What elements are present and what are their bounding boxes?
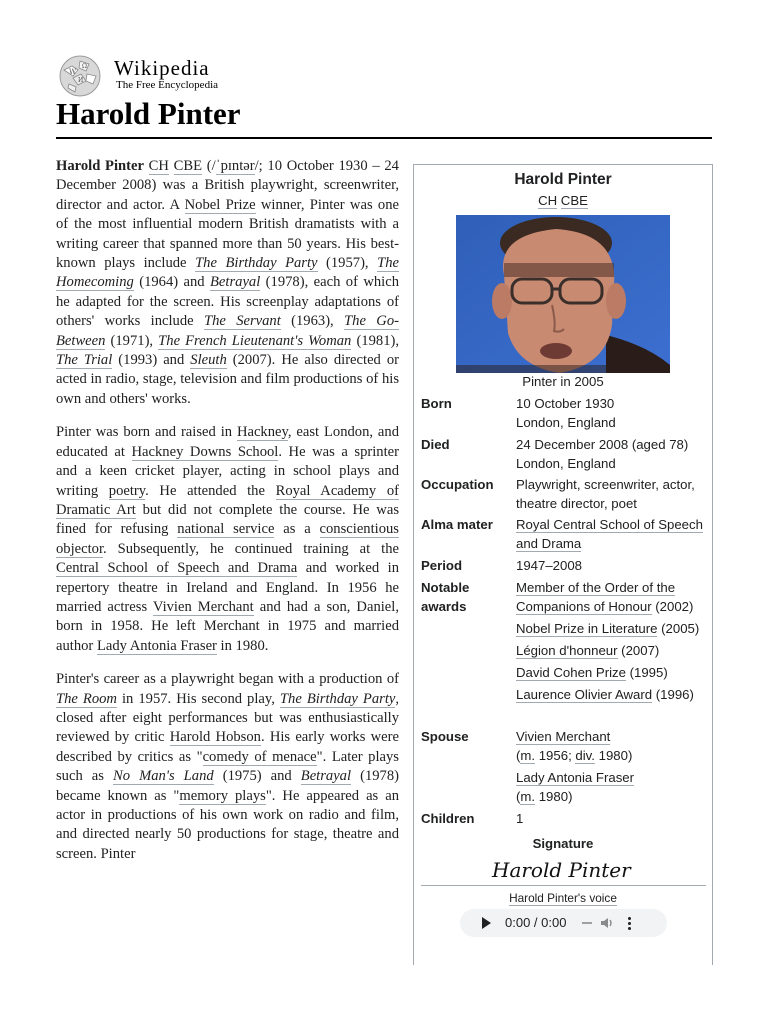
text-run: 1980) [594, 747, 633, 763]
infobox-value [516, 728, 708, 806]
inline-link[interactable]: div. [575, 747, 595, 763]
honorific-link-ch[interactable]: CH [538, 193, 558, 208]
infobox-label: Died [421, 437, 450, 452]
text-run: 1 [516, 811, 524, 826]
infobox-value [516, 810, 708, 829]
inline-link[interactable]: CBE [173, 158, 203, 174]
inline-link[interactable]: Nobel Prize in Literature [516, 620, 658, 636]
more-options-icon[interactable] [628, 917, 632, 930]
inline-link[interactable]: poetry [108, 482, 146, 499]
inline-link[interactable]: The French Lieutenant's Woman [158, 332, 352, 349]
text-run: , closed after eight performances but was enthusiastically reviewed by critic [56, 690, 400, 746]
text-run: (1971), [105, 332, 159, 349]
inline-link[interactable]: Vivien Merchant [516, 729, 611, 744]
infobox-value-line [516, 728, 708, 747]
infobox-label: Children [421, 811, 475, 826]
text-run: ( [516, 788, 521, 804]
signature-image[interactable] [484, 853, 644, 887]
inline-link[interactable]: The Birthday Party [279, 690, 396, 707]
inline-link[interactable]: The Servant [203, 313, 281, 330]
inline-link[interactable]: Hackney Downs School [131, 443, 279, 460]
text-run: (2005) [657, 620, 700, 636]
volume-icon[interactable] [600, 916, 614, 930]
inline-link[interactable]: ˈpɪntər [215, 158, 255, 174]
text-run: (1995) [625, 664, 668, 680]
inline-link[interactable]: Laurence Olivier Award [516, 686, 653, 702]
paragraph [56, 670, 399, 864]
infobox-honorifics [414, 192, 712, 211]
signature-script: Harold Pinter [492, 858, 631, 882]
voice-link[interactable]: Harold Pinter's voice [509, 891, 617, 905]
paragraph [56, 157, 399, 409]
inline-link[interactable]: Lady Antonia Fraser [96, 637, 217, 654]
inline-link[interactable]: conscientious objector [56, 521, 399, 557]
portrait-photo[interactable] [456, 215, 670, 373]
svg-text:Ω: Ω [82, 63, 87, 70]
infobox-divider [421, 885, 706, 886]
inline-link[interactable]: comedy of menace [202, 748, 317, 765]
inline-link[interactable]: Royal Academy of Dramatic Art [56, 482, 399, 518]
play-icon[interactable] [482, 917, 491, 929]
text-run: London, England [516, 414, 616, 430]
infobox-label: Alma mater [421, 517, 493, 532]
inline-link[interactable]: m. [520, 788, 536, 804]
audio-player [460, 909, 667, 937]
article-body [56, 157, 399, 878]
title-divider [56, 137, 712, 139]
infobox-value-line [516, 664, 708, 683]
inline-link[interactable]: The Homecoming [56, 255, 399, 291]
inline-link[interactable]: Lady Antonia Fraser [516, 770, 635, 785]
infobox-value [516, 557, 708, 576]
text-run: (1993) and [112, 352, 191, 369]
honorific-link-cbe[interactable]: CBE [560, 193, 588, 208]
text-run: 10 October 1930 [516, 396, 615, 411]
text-run: (1978) became known as " [56, 768, 399, 804]
inline-link[interactable]: Sleuth [190, 352, 227, 369]
infobox-label: Born [421, 396, 452, 411]
infobox [413, 164, 713, 965]
text-run: but did not complete the course. He was fined for refusing [56, 501, 399, 538]
infobox-value [516, 476, 708, 513]
inline-link[interactable]: The Room [56, 690, 117, 707]
text-run: and worked in repertory theatre in Ireland and England. In 1956 he married actress [56, 560, 399, 615]
infobox-value-line [516, 476, 708, 513]
inline-link[interactable]: The Birthday Party [195, 255, 318, 272]
text-run: (/ [202, 158, 216, 174]
infobox-value-line [516, 414, 708, 433]
text-run [144, 158, 149, 174]
text-run: winner, Pinter was one of the most influential modern British dramatists with a writing career that spanned more than 50 years. His best-known plays include [56, 196, 400, 272]
infobox-value-line [516, 455, 708, 474]
inline-link[interactable]: national service [177, 521, 275, 538]
text-run: as a [274, 521, 320, 538]
text-run: . He was a sprinter and a keen cricket player, acting in school plays and writing [56, 443, 399, 499]
infobox-value-line [516, 516, 708, 553]
inline-link[interactable]: Nobel Prize [184, 196, 256, 213]
wikipedia-wordmark[interactable]: Wikipedia [114, 56, 210, 80]
text-run [169, 158, 174, 174]
infobox-value-line [516, 810, 708, 829]
wikipedia-globe-logo[interactable] [55, 54, 105, 98]
inline-link[interactable]: Central School of Speech and Drama [56, 560, 298, 577]
text-run: in 1980. [216, 637, 269, 654]
infobox-value [516, 579, 708, 708]
infobox-label: Occupation [421, 477, 494, 492]
infobox-value [516, 516, 708, 553]
text-run: (1975) and [213, 768, 301, 785]
text-run: London, England [516, 455, 616, 471]
text-run: (1981), [351, 332, 399, 349]
text-run: /; 10 October 1930 – 24 December 2008) was a British playwright, screenwriter, director and actor. A [56, 158, 399, 213]
inline-link[interactable]: Harold Hobson [169, 729, 261, 746]
infobox-value-line [516, 642, 708, 661]
text-run: ". Later plays such as [56, 748, 399, 785]
infobox-value [516, 395, 708, 432]
text-run: . Subsequently, he continued training at the [103, 540, 399, 557]
infobox-value-line [516, 436, 708, 455]
infobox-value-line [516, 769, 708, 788]
page-title: Harold Pinter [56, 96, 241, 131]
text-run: (1978), each of which he adapted for the screen. His screenplay adaptations of others' works include [56, 274, 399, 330]
text-run: 1980) [535, 788, 573, 804]
infobox-value-line [516, 620, 708, 639]
inline-link[interactable]: The Trial [56, 352, 113, 369]
text-run: 24 December 2008 (aged 78) [516, 437, 689, 452]
inline-link[interactable]: Légion d'honneur [516, 642, 618, 658]
inline-link[interactable]: Member of the Order of the Companions of Honour [516, 580, 676, 614]
wikipedia-tagline: The Free Encyclopedia [116, 79, 219, 91]
text-run: . He attended the [145, 482, 276, 499]
paragraph [56, 423, 399, 656]
infobox-value-line [516, 395, 708, 414]
inline-link[interactable]: Betrayal [300, 768, 352, 785]
infobox-name: Harold Pinter [514, 171, 612, 188]
bold-text: Harold Pinter [56, 158, 144, 174]
infobox-value-line [516, 747, 708, 766]
inline-link[interactable]: The Go-Between [56, 313, 399, 349]
photo-caption: Pinter in 2005 [522, 374, 604, 389]
inline-link[interactable]: memory plays [179, 787, 266, 804]
inline-link[interactable]: David Cohen Prize [516, 664, 626, 680]
infobox-label: Spouse [421, 729, 469, 744]
text-run: Pinter was born and raised in [56, 424, 237, 441]
text-run: (1964) and [133, 274, 211, 291]
progress-track[interactable] [582, 922, 592, 924]
text-run: (2007). He also directed or acted in radio, stage, television and film productions of his own and others' works. [56, 352, 399, 407]
text-run: ". He appeared as an actor in productions of his own work on radio and film, and directed nearly 50 productions for stage, theatre and screen. Pinter [56, 787, 399, 862]
voice-label [414, 889, 712, 908]
text-run: . His early works were described by critics as " [56, 729, 399, 765]
infobox-value-line [516, 686, 708, 705]
svg-text:W: W [69, 68, 77, 76]
text-run: 1947–2008 [516, 558, 583, 573]
text-run: ( [516, 747, 521, 763]
text-run: Pinter's career as a playwright began with a production of [56, 671, 399, 688]
inline-link[interactable]: CH [148, 158, 169, 174]
infobox-value-line [516, 579, 708, 616]
text-run: , east London, and educated at [56, 424, 399, 460]
infobox-value-line [516, 557, 708, 576]
inline-link[interactable]: No Man's Land [113, 768, 214, 785]
text-run: (1963), [280, 313, 345, 330]
text-run: in 1957. His second play, [116, 690, 280, 707]
text-run: 1956; [535, 747, 576, 763]
inline-link[interactable]: m. [520, 747, 536, 763]
inline-link[interactable]: Betrayal [210, 274, 261, 291]
infobox-value-line [516, 788, 708, 807]
text-run: (2002) [651, 598, 694, 614]
inline-link[interactable]: Hackney [236, 424, 288, 441]
text-run: (2007) [617, 642, 660, 658]
infobox-label: Period [421, 558, 463, 573]
inline-link[interactable]: Royal Central School of Speech and Drama [516, 517, 703, 551]
inline-link[interactable]: Vivien Merchant [152, 598, 254, 615]
svg-text:И: И [78, 77, 84, 84]
infobox-label: Notable awards [421, 580, 470, 614]
text-run: (1996) [652, 686, 694, 702]
audio-time: 0:00 / 0:00 [505, 914, 567, 930]
signature-heading: Signature [532, 836, 594, 851]
infobox-value [516, 436, 708, 473]
text-run: Playwright, screenwriter, actor, theatre director, poet [516, 477, 695, 511]
text-run: (1957), [317, 255, 378, 272]
text-run: and had a son, Daniel, born in 1958. He left Merchant in 1975 and married author [56, 598, 399, 654]
